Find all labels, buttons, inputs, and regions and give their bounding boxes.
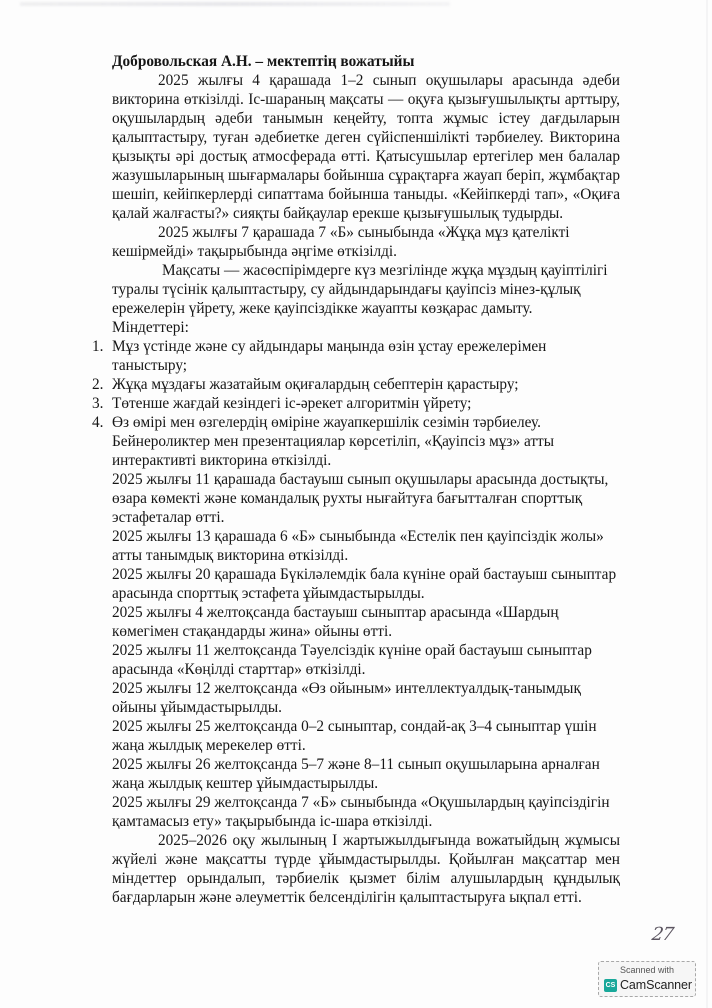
task-number: 3.: [92, 395, 104, 412]
tasks-label: Міндеттері:: [112, 319, 189, 336]
watermark-brand-name: CamScanner: [620, 978, 692, 992]
task-number: 2.: [92, 376, 104, 393]
event-item: 2025 жылғы 4 желтоқсанда бастауыш сыныптар арасында «Шардың көмегімен стақандарды жина» ойыны өтті.: [112, 604, 559, 640]
paragraph-video-quiz: Бейнероликтер мен презентациялар көрсетіліп, «Қауіпсіз мұз» атты интерактивті викторина өткізілді.: [112, 433, 554, 469]
task-item: [92, 375, 620, 394]
task-text: Жұқа мұздағы жазатайым оқиғалардың себептерін қарастыру;: [112, 376, 519, 393]
camscanner-watermark: [598, 961, 696, 997]
task-text: Өз өмірі мен өзгелердің өміріне жауапкершілік сезімін тәрбиелеу.: [112, 414, 541, 431]
task-number: 4.: [92, 414, 104, 431]
camscanner-logo-icon: CS: [604, 979, 617, 992]
event-item: 2025 жылғы 13 қарашада 6 «Б» сыныбында «Естелік пен қауіпсіздік жолы» атты танымдық викторина өткізілді.: [112, 528, 604, 564]
tasks-list: [92, 337, 620, 432]
watermark-brand-row: [604, 978, 692, 992]
scan-artifact-top: [20, 2, 450, 6]
event-item: 2025 жылғы 12 желтоқсанда «Өз ойыным» интеллектуалдық-танымдық ойыны ұйымдастырылды.: [112, 680, 581, 716]
paragraph-conclusion: 2025–2026 оқу жылының I жартыжылдығында вожатыйдың жұмысы жүйелі және мақсатты түрде ұйымдастырылды. Қойылған мақсаттар мен міндеттер орындалып, тәрбиелік қызмет білім алушылардың құндылық бағдарларын және әлеуметтік белсенділігін қалыптастыруға ықпал етті.: [112, 832, 620, 906]
task-item: [92, 413, 620, 432]
task-item: [92, 394, 620, 413]
event-item: 2025 жылғы 20 қарашада Бүкіләлемдік бала күніне орай бастауыш сыныптар арасында спорттық эстафета ұйымдастырылды.: [112, 566, 617, 602]
scan-artifact-right: [706, 0, 708, 1008]
paragraph-literary-quiz: 2025 жылғы 4 қарашада 1–2 сынып оқушылары арасында әдеби викторина өткізілді. Іс-шараның мақсаты — оқуға қызығушылықты арттыру, оқушылардың әдеби танымын кеңейту, топта жұмыс істеу дағдыларын қалыптастыру, туған әдебиетке деген сүйіспеншілікті тәрбиелеу. Викторина қызықты әрі достық атмосферада өтті. Қатысушылар ертегілер мен балалар жазушыларының шығармалары бойынша сұрақтарға жауап беріп, жұмбақтар шешіп, кейіпкерлерді сипаттама бойынша таныды. «Кейіпкерді тап», «Оқиға қалай жалғасты?» сияқты байқаулар ерекше қызығушылық тудырды.: [112, 72, 620, 222]
task-item: [92, 337, 620, 375]
task-text: Төтенше жағдай кезіндегі іс-әрекет алгоритмін үйрету;: [112, 395, 472, 412]
watermark-scanned-with: Scanned with: [619, 965, 675, 975]
document-heading: Добровольская А.Н. – мектептің вожатыйы: [112, 53, 415, 70]
document-page: [92, 52, 620, 907]
event-item: 2025 жылғы 29 желтоқсанда 7 «Б» сыныбында «Оқушылардың қауіпсіздігін қамтамасыз ету» тақырыбында іс-шара өткізілді.: [112, 794, 610, 830]
event-item: 2025 жылғы 26 желтоқсанда 5–7 және 8–11 сынып оқушыларына арналған жаңа жылдық кештер ұйымдастырылды.: [112, 756, 600, 792]
paragraph-goal: Мақсаты — жасөспірімдерге күз мезгілінде жұқа мұздың қауіптілігі туралы түсінік қалыптастыру, су айдындарындағы қауіпсіз мінез-құлық ережелерін үйрету, жеке қауіпсіздікке жауапты көзқарас дамыту.: [112, 262, 608, 317]
task-number: 1.: [92, 338, 104, 355]
event-item: 2025 жылғы 11 желтоқсанда Тәуелсіздік күніне орай бастауыш сыныптар арасында «Көңілді старттар» өткізілді.: [112, 642, 592, 678]
event-item: 2025 жылғы 11 қарашада бастауыш сынып оқушылары арасында достықты, өзара көмекті және командалық рухты нығайтуға бағытталған спорттық эстафеталар өтті.: [112, 471, 609, 526]
paragraph-thin-ice-talk: 2025 жылғы 7 қарашада 7 «Б» сыныбында «Жұқа мұз қателікті кешірмейді» тақырыбында әңгіме өткізілді.: [112, 224, 570, 260]
handwritten-page-number: 27: [650, 924, 675, 945]
event-item: 2025 жылғы 25 желтоқсанда 0–2 сыныптар, сондай-ақ 3–4 сыныптар үшін жаңа жылдық мерекелер өтті.: [112, 718, 597, 754]
task-text: Мұз үстінде және су айдындары маңында өзін ұстау ережелерімен таныстыру;: [112, 338, 547, 374]
